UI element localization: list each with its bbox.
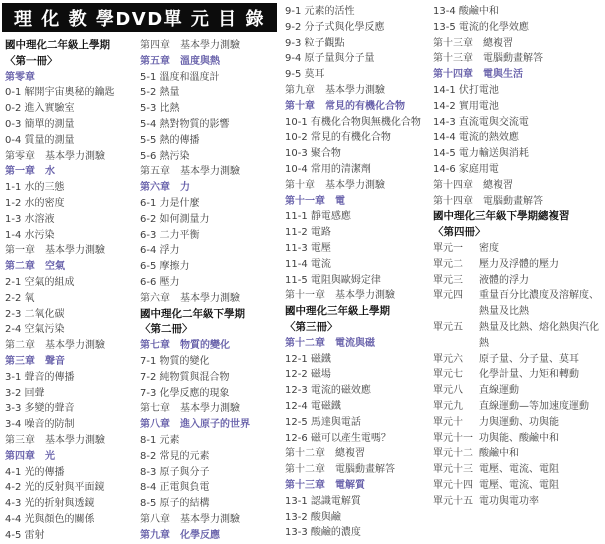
unit-label: 單元七 [433,369,463,381]
toc-line: 第二章 基本學力測驗 [5,340,105,352]
toc-line: 1-3 水溶液 [5,213,55,225]
toc-line: 12-6 磁可以產生電嗎？ [285,432,391,444]
unit-label: 單元十五 [433,495,473,507]
toc-line: 第四章 基本學力測驗 [140,40,240,51]
toc-line [433,415,605,431]
toc-line: 11-5 電阻與歐姆定律 [285,274,381,286]
page-title: 理 化 教 學DVD單 元 目 錄 [2,3,277,32]
toc-line: 0-4 質量的測量 [5,134,75,146]
toc-line: 9-5 莫耳 [285,69,325,81]
toc-line: 9-4 原子量與分子量 [285,53,375,65]
toc-line: 第九章 化學反應 [140,529,220,541]
toc-line: 14-5 電力輸送與消耗 [433,148,529,160]
toc-line: 6-3 二力平衡 [140,229,200,241]
toc-line: 12-3 電流的磁效應 [285,385,371,397]
toc-line: 12-5 馬達與電話 [285,416,361,428]
toc-line: 2-4 空氣污染 [5,324,65,336]
toc-line: 3-4 噪音的防制 [5,419,75,431]
toc-line [433,320,605,352]
toc-line: 5-3 比熱 [140,103,180,115]
toc-line: 第零章 基本學力測驗 [5,150,105,162]
toc-line: 第八章 基本學力測驗 [140,513,240,525]
toc-line: 10-4 常用的清潔劑 [285,163,371,175]
toc-line: 4-5 雷射 [5,529,45,541]
toc-line: 第十章 常見的有機化合物 [285,100,405,112]
toc-line: 3-3 多變的聲音 [5,403,75,415]
toc-line: 第三章 聲音 [5,355,65,367]
toc-line [433,478,605,494]
unit-title: 功與能、酸鹼中和 [479,432,559,444]
unit-title: 電壓、電流、電阻 [479,479,559,491]
toc-line: 2-1 空氣的組成 [5,276,75,288]
toc-line [433,383,605,399]
unit-title: 酸鹼中和 [479,448,519,460]
toc-line [433,399,605,415]
toc-line: 0-1 解開宇宙奧秘的鑰匙 [5,87,115,99]
unit-title: 電功與電功率 [479,495,539,507]
toc-line: 10-1 有機化合物與無機化合物 [285,116,421,128]
toc-line: 第八章 進入原子的世界 [140,419,250,431]
toc-line: 14-1 伏打電池 [433,84,499,96]
toc-line: 0-2 進入實驗室 [5,103,75,115]
toc-line: 〈第一冊〉 [5,54,58,67]
toc-line: 10-2 常見的有機化合物 [285,132,391,144]
toc-column-1 [5,38,137,544]
toc-line: 7-2 純物質與混合物 [140,371,230,383]
toc-line: 11-4 電流 [285,258,331,270]
toc-line: 〈第四冊〉 [433,226,486,239]
toc-line: 6-1 力是什麼 [140,197,200,209]
toc-line: 11-3 電壓 [285,242,331,254]
unit-title: 重量百分比濃度及溶解度、熱量及比熱 [479,290,599,318]
toc-line: 9-3 粒子觀點 [285,37,345,49]
toc-line: 14-3 直流電與交流電 [433,116,529,128]
unit-label: 單元二 [433,258,463,270]
toc-line: 12-1 磁鐵 [285,353,331,365]
unit-label: 單元十 [433,416,463,428]
toc-line: 5-2 熱量 [140,87,180,99]
toc-line [433,367,605,383]
toc-line: 國中理化二年級下學期 [140,307,245,320]
unit-label: 單元十四 [433,479,473,491]
toc-column-4 [433,4,605,510]
toc-line: 第二章 空氣 [5,261,65,273]
toc-line: 5-4 熱對物質的影響 [140,118,230,130]
unit-label: 單元十二 [433,448,473,460]
toc-line: 6-2 如何測量力 [140,213,210,225]
toc-line [433,431,605,447]
toc-line: 1-4 水污染 [5,229,55,241]
toc-line: 國中理化三年級上學期 [285,305,390,318]
unit-label: 單元十一 [433,432,473,444]
toc-line: 第十二章 電腦動畫解答 [285,464,395,476]
toc-column-3 [285,4,433,541]
toc-line [433,494,605,510]
unit-title: 原子量、分子量、莫耳 [479,353,579,365]
toc-line: 5-1 溫度和溫度計 [140,71,220,83]
toc-line: 4-3 光的折射與透鏡 [5,498,95,510]
toc-line: 國中理化三年級下學期總複習 [433,210,570,223]
unit-title: 直線運動—等加速度運動 [479,400,589,412]
toc-line: 第十四章 電與生活 [433,69,523,81]
unit-label: 單元十三 [433,464,473,476]
toc-line [433,462,605,478]
toc-line: 第十二章 電流與磁 [285,337,375,349]
toc-line: 第七章 物質的變化 [140,340,230,352]
toc-line: 10-3 聚合物 [285,148,341,160]
toc-line: 第十三章 電腦動畫解答 [433,53,543,65]
toc-line: 8-5 原子的結構 [140,498,210,510]
toc-line: 8-3 原子與分子 [140,466,210,478]
toc-line: 11-1 靜電感應 [285,211,351,223]
toc-line [433,446,605,462]
toc-line: 0-3 簡單的測量 [5,118,75,130]
toc-line [433,288,605,320]
toc-line: 6-6 壓力 [140,276,180,288]
toc-line: 2-3 二氧化碳 [5,308,65,320]
toc-line: 13-4 酸鹼中和 [433,6,499,17]
toc-line: 4-2 光的反射與平面鏡 [5,482,105,494]
toc-line: 3-2 回聲 [5,387,45,399]
toc-line: 第十三章 電解質 [285,479,365,491]
toc-line: 〈第三冊〉 [285,320,338,333]
unit-label: 單元三 [433,274,463,286]
toc-line: 8-4 正電與負電 [140,482,210,494]
toc-line: 5-6 熱污染 [140,150,190,162]
toc-line: 7-1 物質的變化 [140,355,210,367]
toc-line: 第十一章 電 [285,195,345,207]
toc-line: 11-2 電路 [285,227,331,239]
toc-line: 第九章 基本學力測驗 [285,84,385,96]
toc-line: 13-1 認識電解質 [285,495,361,507]
toc-line: 14-6 家庭用電 [433,163,499,175]
unit-title: 密度 [479,242,499,254]
toc-line: 國中理化二年級上學期 [5,39,110,51]
toc-line: 1-2 水的密度 [5,197,65,209]
toc-line: 12-4 電磁鐵 [285,400,341,412]
toc-line: 13-2 酸與鹼 [285,511,341,523]
unit-title: 直線運動 [479,385,519,397]
toc-line: 第零章 [5,71,35,83]
unit-label: 單元五 [433,321,463,333]
toc-line: 第十四章 電腦動畫解答 [433,195,543,207]
unit-title: 熱量及比熱、熔化熱與汽化熱 [479,321,599,349]
unit-title: 電壓、電流、電阻 [479,464,559,476]
toc-line [433,241,605,257]
toc-line: 第三章 基本學力測驗 [5,434,105,446]
toc-line: 4-1 光的傳播 [5,466,65,478]
toc-line: 6-5 摩擦力 [140,261,190,273]
toc-line: 8-2 常見的元素 [140,450,210,462]
unit-title: 化學計量、力矩和轉動 [479,369,579,381]
toc-line: 8-1 元素 [140,434,180,446]
toc-line: 第十一章 基本學力測驗 [285,290,395,302]
toc-line: 第十章 基本學力測驗 [285,179,385,191]
toc-line: 5-5 熱的傳播 [140,134,200,146]
toc-line: 14-2 實用電池 [433,100,499,112]
toc-line [433,273,605,289]
toc-line: 〈第二冊〉 [140,323,193,336]
toc-line: 12-2 磁場 [285,369,331,381]
toc-line [433,257,605,273]
unit-label: 單元九 [433,400,463,412]
toc-line: 4-4 光與顏色的關係 [5,513,95,525]
toc-line: 1-1 水的三態 [5,182,65,194]
toc-line: 7-3 化學反應的現象 [140,387,230,399]
toc-line: 13-3 酸鹼的濃度 [285,527,361,539]
unit-title: 液體的浮力 [479,274,529,286]
unit-title: 力與運動、功與能 [479,416,559,428]
toc-line: 第十三章 總複習 [433,37,513,49]
toc-line: 3-1 聲音的傳播 [5,371,75,383]
toc-line [433,352,605,368]
toc-line: 第五章 溫度與熱 [140,55,220,67]
toc-line: 第五章 基本學力測驗 [140,166,240,178]
unit-label: 單元八 [433,385,463,397]
toc-line: 2-2 氧 [5,292,35,304]
toc-line: 第十二章 總複習 [285,448,365,460]
toc-line: 6-4 浮力 [140,245,180,257]
toc-line: 13-5 電流的化學效應 [433,21,529,33]
unit-label: 單元四 [433,290,463,302]
toc-line: 9-1 元素的活性 [285,6,355,17]
unit-label: 單元六 [433,353,463,365]
toc-line: 第四章 光 [5,450,55,462]
toc-line: 9-2 分子式與化學反應 [285,21,385,33]
toc-column-2 [140,38,285,544]
toc-line: 第六章 基本學力測驗 [140,292,240,304]
toc-line: 第七章 基本學力測驗 [140,403,240,415]
toc-line: 第一章 水 [5,166,55,178]
toc-line: 第六章 力 [140,182,190,194]
toc-line: 14-4 電流的熱效應 [433,132,519,144]
toc-line: 第十四章 總複習 [433,179,513,191]
toc-line: 第一章 基本學力測驗 [5,245,105,257]
unit-label: 單元一 [433,242,463,254]
unit-title: 壓力及浮體的壓力 [479,258,559,270]
